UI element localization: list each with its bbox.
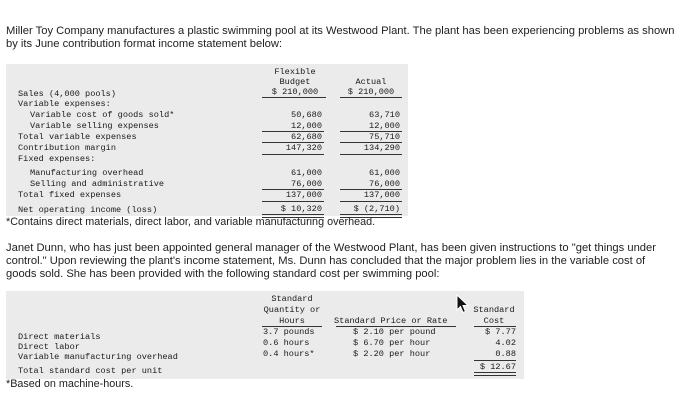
flex-vsell: 12,000 xyxy=(291,121,322,131)
label-total-fixed: Total fixed expenses xyxy=(18,190,122,200)
actual-tfe: 137,000 xyxy=(363,190,400,200)
middle-line-2: control." Upon reviewing the plant's income statement, Ms. Dunn has concluded that the major problem lies in the variable cost of xyxy=(6,255,646,267)
flex-cm: 147,320 xyxy=(285,143,322,153)
middle-line-3: goods sold. She has been provided with the following standard cost per swimming pool: xyxy=(6,268,440,280)
actual-noi: $ (2,710) xyxy=(353,204,400,214)
middle-paragraph xyxy=(6,242,698,281)
actual-header: Actual xyxy=(355,77,387,87)
mouse-pointer-icon xyxy=(456,294,470,314)
flex-mfg: 61,000 xyxy=(291,168,322,178)
flex-budget-header-1: Flexible xyxy=(274,67,316,77)
sc-cost-direct-materials: $ 7.77 xyxy=(485,327,516,337)
sc-label-direct-labor: Direct labor xyxy=(18,342,80,352)
label-variable-expenses: Variable expenses: xyxy=(18,99,111,109)
label-mfg-overhead: Manufacturing overhead xyxy=(30,168,144,178)
header-rule-actual xyxy=(340,97,402,98)
intro-line-2: by its June contribution format income statement below: xyxy=(6,38,283,50)
rule-actual-5 xyxy=(340,201,402,202)
label-total-variable: Total variable expenses xyxy=(18,132,137,142)
cost-header-2: Cost xyxy=(483,316,505,326)
sc-label-variable-overhead: Variable manufacturing overhead xyxy=(18,352,178,362)
flex-tve: 62,680 xyxy=(291,132,322,142)
total-cost-rule xyxy=(474,360,516,361)
sc-cost-direct-labor: 4.02 xyxy=(495,338,516,348)
label-sales: Sales (4,000 pools) xyxy=(18,89,116,99)
sc-qty-direct-materials: 3.7 pounds xyxy=(263,327,315,337)
sc-price-direct-materials: $ 2.10 per pound xyxy=(353,327,436,337)
rule-flex-5 xyxy=(262,201,324,202)
sc-label-direct-materials: Direct materials xyxy=(18,332,101,342)
flex-sga: 76,000 xyxy=(291,179,322,189)
middle-line-1: Janet Dunn, who has just been appointed general manager of the Westwood Plant, has been given instructions to "get things under xyxy=(6,242,656,254)
label-vcogs: Variable cost of goods sold* xyxy=(30,110,175,120)
total-double-rule xyxy=(474,372,516,376)
qty-header-1: Standard xyxy=(271,294,313,304)
sc-price-direct-labor: $ 6.70 per hour xyxy=(353,338,431,348)
rule-actual-3 xyxy=(340,154,402,155)
standard-cost-footnote: *Based on machine-hours. xyxy=(6,378,134,390)
flex-budget-sales: $ 210,000 xyxy=(271,87,319,97)
actual-tve: 75,710 xyxy=(369,132,400,142)
flex-vcogs: 50,680 xyxy=(291,110,322,120)
intro-line-1: Miller Toy Company manufactures a plastic swimming pool at its Westwood Plant. The plant has been experiencing problems as shown xyxy=(6,25,675,37)
label-net-operating-income: Net operating income (loss) xyxy=(18,205,158,215)
label-contribution-margin: Contribution margin xyxy=(18,143,116,153)
sc-cost-variable-overhead: 0.88 xyxy=(495,349,516,359)
price-header: Standard Price or Rate xyxy=(334,316,448,326)
actual-mfg: 61,000 xyxy=(369,168,400,178)
actual-sales: $ 210,000 xyxy=(347,87,395,97)
flex-budget-header-2: Budget xyxy=(279,77,311,87)
flex-tfe: 137,000 xyxy=(285,190,322,200)
label-selling-admin: Selling and administrative xyxy=(30,179,165,189)
sc-price-variable-overhead: $ 2.20 per hour xyxy=(353,349,431,359)
sc-qty-variable-overhead: 0.4 hours* xyxy=(263,349,315,359)
sc-qty-direct-labor: 0.6 hours xyxy=(263,338,310,348)
actual-cm: 134,290 xyxy=(363,143,400,153)
qty-header-3: Hours xyxy=(279,316,305,326)
header-rule-flex xyxy=(262,97,326,98)
sc-total-value: $ 12.67 xyxy=(479,362,516,372)
qty-header-2: Quantity or xyxy=(263,305,321,315)
label-vsell: Variable selling expenses xyxy=(30,121,159,131)
actual-vsell: 12,000 xyxy=(369,121,400,131)
sc-total-label: Total standard cost per unit xyxy=(18,366,163,376)
label-fixed-expenses: Fixed expenses: xyxy=(18,154,96,164)
intro-paragraph xyxy=(6,25,698,51)
income-footnote: *Contains direct materials, direct labor, and variable manufacturing overhead. xyxy=(6,216,376,228)
actual-sga: 76,000 xyxy=(369,179,400,189)
actual-vcogs: 63,710 xyxy=(369,110,400,120)
cost-header-1: Standard xyxy=(473,305,515,315)
flex-noi: $ 10,320 xyxy=(280,204,322,214)
rule-flex-3 xyxy=(262,154,324,155)
